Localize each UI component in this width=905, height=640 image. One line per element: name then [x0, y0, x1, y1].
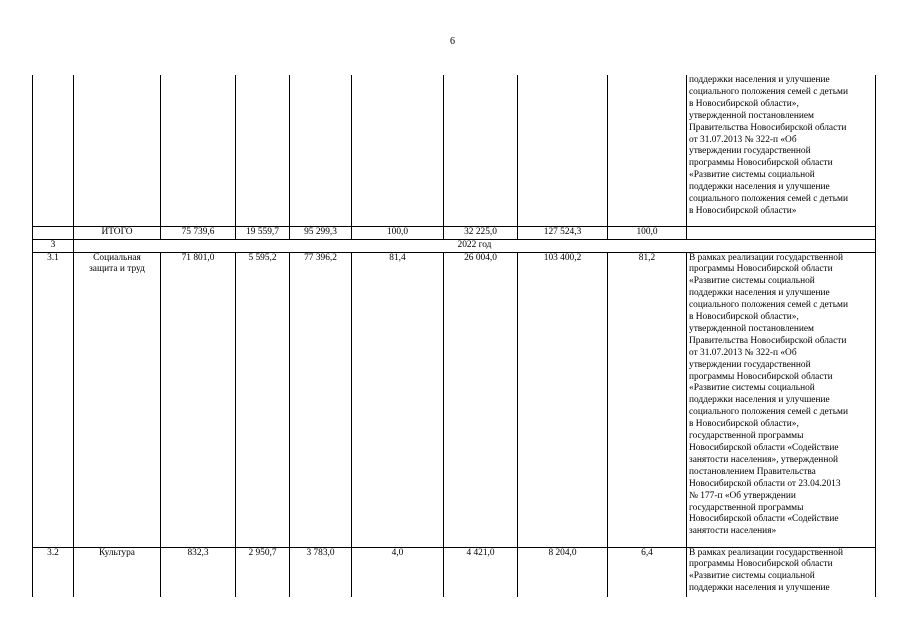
cell-empty: [74, 75, 161, 226]
value-cell: 103 400,2: [518, 252, 608, 547]
cell-empty: [236, 75, 290, 226]
cell-empty: [687, 226, 876, 239]
budget-table: [32, 75, 876, 597]
value-cell: 19 559,7: [236, 226, 290, 239]
table-row-total: [33, 226, 876, 239]
cell-empty: [33, 75, 74, 226]
cell-empty: [444, 75, 518, 226]
value-cell: 2 950,7: [236, 547, 290, 597]
cell-empty: [290, 75, 352, 226]
row-name: Социальная защита и труд: [74, 252, 161, 547]
row-number: 3.2: [33, 547, 74, 597]
note-cell: В рамках реализации государственной программы Новосибирской области «Развитие системы социальной поддержки населения и улучшение: [687, 547, 876, 597]
note-cell: В рамках реализации государственной программы Новосибирской области «Развитие системы социальной поддержки населения и улучшение социального положения семей с детьми в Новосибирской области», утвержденной постановлением Правительства Новосибирской области от 31.07.2013 № 322-п «Об утверждении государственной программы Новосибирской области «Развитие системы социальной поддержки населения и улучшение социального положения семей с детьми в Новосибирской области», государственной программы Новосибирской области «Содействие занятости населения», утвержденной постановлением Правительства Новосибирской области от 23.04.2013 № 177-п «Об утверждении государственной программы Новосибирской области «Содействие занятости населения»: [687, 252, 876, 547]
table-row-section: [33, 239, 876, 252]
cell-empty: [352, 75, 444, 226]
value-cell: 77 396,2: [290, 252, 352, 547]
table-row: [33, 547, 876, 597]
value-cell: 100,0: [352, 226, 444, 239]
cell-empty: [518, 75, 608, 226]
value-cell: 832,3: [161, 547, 236, 597]
section-number: 3: [33, 239, 74, 252]
value-cell: 95 299,3: [290, 226, 352, 239]
value-cell: 75 739,6: [161, 226, 236, 239]
value-cell: 71 801,0: [161, 252, 236, 547]
value-cell: 4,0: [352, 547, 444, 597]
value-cell: 8 204,0: [518, 547, 608, 597]
value-cell: 5 595,2: [236, 252, 290, 547]
value-cell: 26 004,0: [444, 252, 518, 547]
table-row: [33, 252, 876, 547]
value-cell: 81,2: [608, 252, 687, 547]
row-number: 3.1: [33, 252, 74, 547]
note-cell: поддержки населения и улучшение социального положения семей с детьми в Новосибирской области», утвержденной постановлением Правительства Новосибирской области от 31.07.2013 № 322-п «Об утверждении государственной программы Новосибирской области «Развитие системы социальной поддержки населения и улучшение социального положения семей с детьми в Новосибирской области»: [687, 75, 876, 226]
cell-empty: [608, 75, 687, 226]
row-name: Культура: [74, 547, 161, 597]
cell-empty: [161, 75, 236, 226]
value-cell: 32 225,0: [444, 226, 518, 239]
value-cell: 4 421,0: [444, 547, 518, 597]
section-title: 2022 год: [74, 239, 876, 252]
table-row-continuation: [33, 75, 876, 226]
cell-empty: [33, 226, 74, 239]
value-cell: 127 524,3: [518, 226, 608, 239]
value-cell: 6,4: [608, 547, 687, 597]
total-label: ИТОГО: [74, 226, 161, 239]
value-cell: 3 783,0: [290, 547, 352, 597]
value-cell: 81,4: [352, 252, 444, 547]
page-number: 6: [450, 36, 455, 47]
value-cell: 100,0: [608, 226, 687, 239]
